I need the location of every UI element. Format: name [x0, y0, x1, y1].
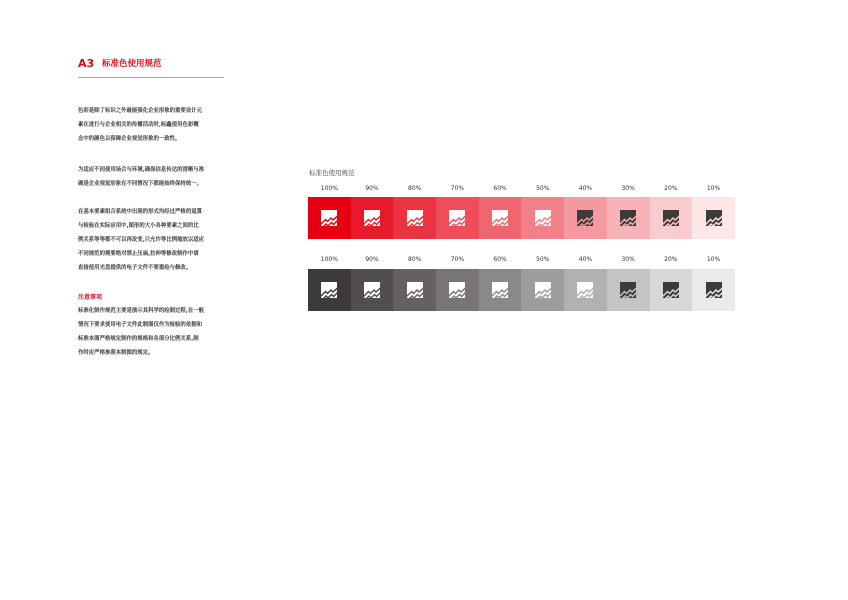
logo-mark-icon: [620, 210, 636, 226]
gray-swatch: [393, 269, 436, 311]
percent-row-red: [308, 185, 735, 192]
section-code: A3: [78, 56, 95, 70]
percent-label: 30%: [621, 185, 635, 192]
logo-mark-icon: [706, 282, 722, 298]
intro-paragraph-2: 为适应不同使用场合与环境,确保信息传达的清晰与准 确是企业视觉形象在不同情况下都能始终保持统一。: [78, 167, 205, 187]
logo-mark-icon: [577, 282, 593, 298]
logo-mark-icon: [663, 210, 679, 226]
logo-mark-icon: [535, 282, 551, 298]
logo-mark-icon: [492, 282, 508, 298]
logo-mark-icon: [364, 282, 380, 298]
intro-paragraph-3: 在基本要素组合系统中出现的形式均经过严格的退算 与检验在实际应用中,图形的大小各种要素之间的比 例关系等等都不可以再改变,只允许等比例缩放以适应 不同规范的需要绝对禁止压扁,拉伸等修改制作中请 直接使用光盘提供的电子文件不要重绘与修改。: [78, 209, 205, 271]
logo-mark-icon: [321, 282, 337, 298]
percent-label: 20%: [664, 256, 678, 263]
gray-swatch: [479, 269, 522, 311]
gray-swatch: [692, 269, 735, 311]
section-label: 标准色使用规范: [309, 169, 355, 177]
title-divider: [78, 77, 224, 78]
red-swatch: [308, 197, 351, 239]
page-header: [78, 56, 162, 70]
percent-label: 60%: [493, 256, 507, 263]
red-swatch: [479, 197, 522, 239]
gray-swatch: [607, 269, 650, 311]
percent-label: 70%: [450, 185, 465, 192]
gray-swatch: [564, 269, 607, 311]
percent-label: 20%: [664, 185, 678, 192]
intro-paragraph-1: 色彩是除了标识之外最能强化企业形象的重要设计元 素在进行与企业相关的传播活动时,标鑫使用色彩概 念中的颜色以保障企业视觉形象的一致性。: [78, 108, 202, 142]
logo-mark-icon: [535, 210, 551, 226]
gray-swatch: [521, 269, 564, 311]
percent-label: 90%: [365, 185, 379, 192]
swatch-row-gray: [308, 269, 735, 311]
percent-label: 40%: [578, 185, 593, 192]
percent-label: 50%: [536, 185, 550, 192]
logo-mark-icon: [407, 282, 423, 298]
percent-label: 10%: [706, 185, 721, 192]
percent-label: 100%: [320, 256, 338, 263]
logo-mark-icon: [663, 282, 679, 298]
gray-swatch: [650, 269, 693, 311]
gray-swatch: [351, 269, 394, 311]
page-title: 标准色使用规范: [102, 59, 162, 69]
percent-label: 80%: [408, 185, 422, 192]
percent-label: 90%: [365, 256, 379, 263]
note-paragraph: 标准化制作规范主要是演示其科学的绘制过程,在一般 情况下要求使用电子文件此制图仅作为检验的依据和 标准本图严格规定制作的规格和各部分比例关系,制 作时应严格参照本制图的规定。: [78, 308, 205, 356]
note-title: 注意事项: [78, 294, 103, 301]
percent-label: 60%: [493, 185, 507, 192]
logo-mark-icon: [449, 282, 465, 298]
logo-mark-icon: [407, 210, 423, 226]
gray-swatch: [436, 269, 479, 311]
logo-mark-icon: [577, 210, 593, 226]
percent-row-gray: [308, 256, 735, 263]
percent-label: 30%: [621, 256, 635, 263]
red-swatch: [351, 197, 394, 239]
gray-swatch: [308, 269, 351, 311]
logo-mark-icon: [364, 210, 380, 226]
red-swatch: [607, 197, 650, 239]
percent-label: 10%: [706, 256, 721, 263]
red-swatch: [521, 197, 564, 239]
percent-label: 40%: [578, 256, 593, 263]
logo-mark-icon: [449, 210, 465, 226]
percent-label: 80%: [408, 256, 422, 263]
logo-mark-icon: [492, 210, 508, 226]
percent-label: 70%: [450, 256, 465, 263]
logo-mark-icon: [620, 282, 636, 298]
logo-mark-icon: [321, 210, 337, 226]
percent-label: 50%: [536, 256, 550, 263]
red-swatch: [650, 197, 693, 239]
swatch-row-red: [308, 197, 735, 239]
red-swatch: [692, 197, 735, 239]
logo-mark-icon: [706, 210, 722, 226]
percent-label: 100%: [320, 185, 338, 192]
red-swatch: [393, 197, 436, 239]
red-swatch: [564, 197, 607, 239]
red-swatch: [436, 197, 479, 239]
